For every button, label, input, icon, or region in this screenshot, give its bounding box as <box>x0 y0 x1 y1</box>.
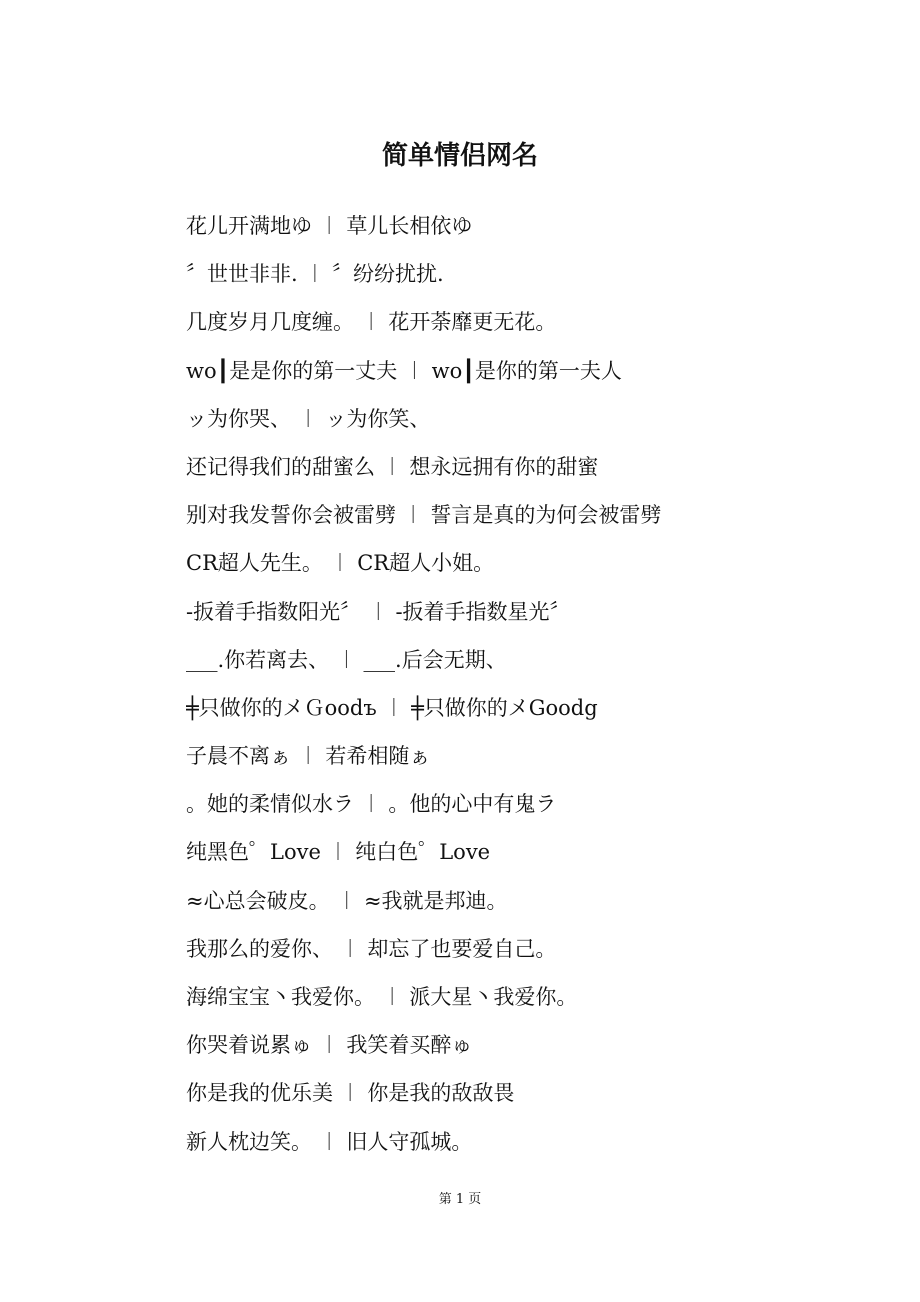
name-list <box>186 202 746 1166</box>
list-item: -扳着手指数阳光〞 ︱ -扳着手指数星光〞 <box>186 599 571 624</box>
list-item: ≈心总会破皮。 ︱ ≈我就是邦迪。 <box>186 888 508 913</box>
list-item: CR超人先生。 ︱ CR超人小姐。 <box>186 551 495 576</box>
list-item: 。她的柔情似水ラ ︱ 。他的心中有鬼ラ <box>186 792 557 817</box>
list-item: 你是我的优乐美 ︱ 你是我的敌敌畏 <box>186 1081 515 1106</box>
page-title: 简单情侣网名 <box>381 141 538 171</box>
list-item: 我那么的爱你、 ︱ 却忘了也要爱自己。 <box>186 936 557 961</box>
list-item: wo┃是是你的第一丈夫 ︱ wo┃是你的第一夫人 <box>186 358 622 383</box>
list-item: 还记得我们的甜蜜么 ︱ 想永远拥有你的甜蜜 <box>186 454 599 479</box>
page-number: 第 1 页 <box>438 1192 482 1207</box>
list-item: ッ为你哭、 ︱ ッ为你笑、 <box>186 406 431 431</box>
list-item: 海绵宝宝丶我爱你。 ︱ 派大星丶我爱你。 <box>186 985 578 1009</box>
list-item: 子晨不离ぁ ︱ 若希相随ぁ <box>186 744 431 769</box>
list-item: 你哭着说累ゅ ︱ 我笑着买醉ゅ <box>186 1033 473 1058</box>
list-item: 别对我发誓你会被雷劈 ︱ 誓言是真的为何会被雷劈 <box>186 503 662 528</box>
list-item: ___.你若离去、 ︱ ___.后会无期、 <box>186 647 507 672</box>
list-item: 花儿开满地ゆ ︱ 草儿长相依ゆ <box>186 214 473 238</box>
list-item: ╪只做你的メＧoodъ ︱ ╪只做你的メGoodg <box>186 695 598 720</box>
list-item: 纯黑色゜Love ︱ 纯白色゜Love <box>186 840 491 865</box>
list-item: 几度岁月几度缠。 ︱ 花开荼靡更无花。 <box>186 310 557 335</box>
list-item: 〞世世非非. ︱ 〞纷纷扰扰. <box>186 262 444 287</box>
list-item: 新人枕边笑。 ︱ 旧人守孤城。 <box>186 1129 473 1154</box>
